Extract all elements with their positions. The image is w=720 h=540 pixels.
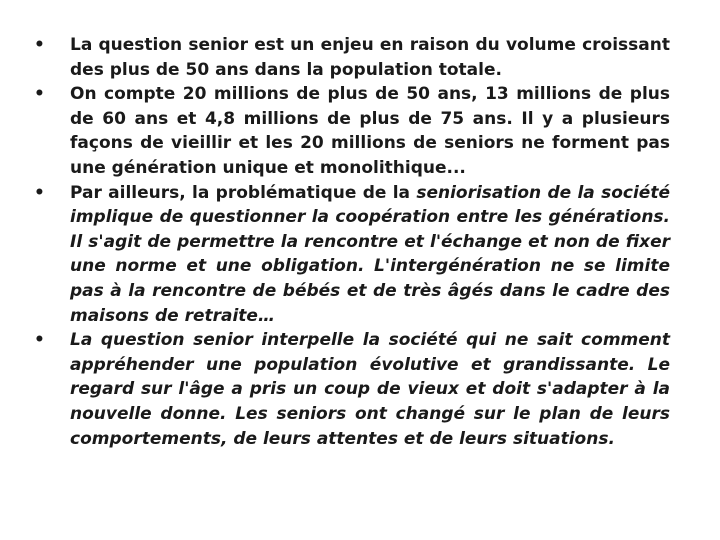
bullet-item-3 [34,181,670,329]
bullet-text: La question senior est un enjeu en raison du volume croissant des plus de 50 ans dans la population totale. [70,35,670,80]
bullet-text: On compte 20 millions de plus de 50 ans, 13 millions de plus de 60 ans et 4,8 millions de plus de 75 ans. Il y a plusieurs façons de vieillir et les 20 millions de seniors ne forment pas une génération unique et monolithique... [70,84,670,178]
bullet-item-2 [34,82,670,180]
bullet-icon: • [34,182,45,203]
bullet-list [34,33,670,451]
bullet-icon: • [34,35,45,55]
bullet-text: La question senior interpelle la société qui ne sait comment appréhender une population évolutive et grandissante. Le regard sur l'âge a pris un coup de vieux et doit s'adapter à la nouvelle donne. Les seniors ont changé sur le plan de leurs comportements, de leurs attentes et de leurs situations. [70,330,670,449]
bullet-item-1 [34,33,670,82]
bullet-text-plain: Par ailleurs, la problématique de la [70,182,417,203]
bullet-item-4 [34,328,670,451]
bullet-text-italic: seniorisation de la société implique de questionner la coopération entre les générations. Il s'agit de permettre la rencontre et l'échange et non de fixer une norme et une obligation. L'intergénération ne se limite pas à la rencontre de bébés et de très âgés dans le cadre des maisons de retraite… [70,182,670,326]
bullet-icon: • [34,330,45,351]
bullet-icon: • [34,84,45,105]
